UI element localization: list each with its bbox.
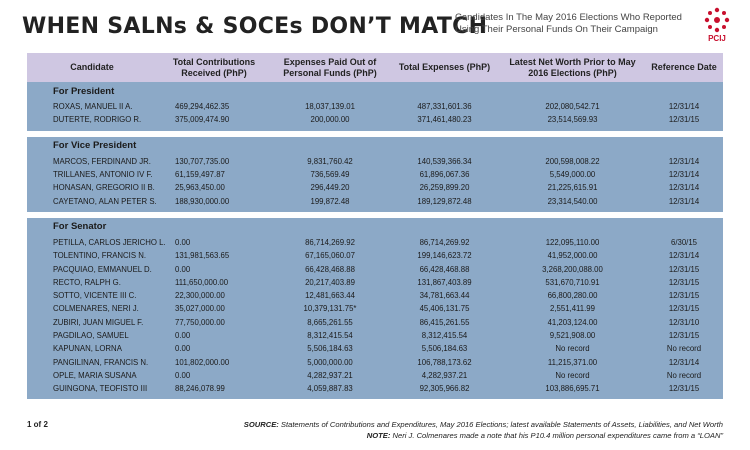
personal-expenses-value: 8,665,261.55 bbox=[307, 317, 353, 327]
net-worth-value: 41,203,124.00 bbox=[547, 317, 598, 327]
total-expenses-value: 26,259,899.20 bbox=[419, 183, 470, 193]
personal-expenses-value: 20,217,403.89 bbox=[305, 277, 355, 287]
total-expenses-value: 371,461,480.23 bbox=[417, 115, 472, 125]
table-row bbox=[27, 194, 723, 207]
net-worth-value: 23,514,569.93 bbox=[547, 115, 598, 125]
candidate-name: TOLENTINO, FRANCIS N. bbox=[53, 251, 146, 261]
reference-date-value: 12/31/10 bbox=[668, 317, 700, 327]
table-row bbox=[27, 100, 723, 113]
personal-expenses-value: 9,831,760.42 bbox=[307, 156, 353, 166]
table-row bbox=[27, 289, 723, 302]
candidate-name: SOTTO, VICENTE III C. bbox=[53, 291, 137, 301]
contributions-value: 101,802,000.00 bbox=[175, 357, 230, 367]
net-worth-value: 9,521,908.00 bbox=[549, 331, 596, 340]
personal-expenses-value: 200,000.00 bbox=[310, 115, 350, 125]
reference-date-value: 12/31/15 bbox=[668, 331, 700, 340]
contributions-value: 111,650,000.00 bbox=[175, 277, 229, 287]
page-title: WHEN SALNs & SOCEs DON’T MATCH bbox=[22, 14, 488, 39]
reference-date-value: 12/31/15 bbox=[668, 291, 700, 301]
contributions-value: 22,300,000.00 bbox=[175, 291, 225, 301]
total-expenses-value: 131,867,403.89 bbox=[417, 277, 472, 287]
reference-date-value: 12/31/14 bbox=[668, 183, 700, 193]
col-total-expenses: Total Expenses (PhP) bbox=[398, 62, 491, 72]
reference-date-value: 12/31/14 bbox=[668, 251, 700, 261]
contributions-value: 469,294,462.35 bbox=[175, 102, 230, 112]
contributions-value: 0.00 bbox=[175, 370, 191, 380]
note-line bbox=[244, 430, 723, 441]
candidate-name: KAPUNAN, LORNA bbox=[53, 344, 122, 354]
contributions-value: 0.00 bbox=[175, 237, 191, 247]
total-expenses-value: 4,282,937.21 bbox=[421, 370, 468, 380]
candidate-name: HONASAN, GREGORIO II B. bbox=[53, 183, 155, 193]
contributions-value: 188,930,000.00 bbox=[175, 196, 230, 206]
net-worth-value: 531,670,710.91 bbox=[545, 277, 600, 287]
logo-text: PCIJ bbox=[708, 34, 726, 43]
personal-expenses-value: 4,282,937.21 bbox=[307, 370, 353, 380]
table-row bbox=[27, 316, 723, 329]
candidate-name: PANGILINAN, FRANCIS N. bbox=[53, 357, 149, 367]
net-worth-value: 103,886,695.71 bbox=[545, 384, 600, 394]
total-expenses-value: 199,146,623.72 bbox=[417, 251, 472, 261]
net-worth-value: 21,225,615.91 bbox=[547, 183, 598, 193]
reference-date-value: 12/31/15 bbox=[668, 277, 700, 287]
section-president bbox=[27, 82, 723, 131]
table-row bbox=[27, 249, 723, 262]
reference-date-value: No record bbox=[666, 344, 702, 354]
candidate-name: ROXAS, MANUEL II A. bbox=[53, 102, 133, 112]
table-row bbox=[27, 113, 723, 126]
col-reference-date: Reference Date bbox=[651, 62, 717, 72]
total-expenses-value: 189,129,872.48 bbox=[417, 196, 472, 206]
total-expenses-value: 106,788,173.62 bbox=[417, 357, 472, 367]
candidate-name: CAYETANO, ALAN PETER S. bbox=[53, 196, 157, 206]
personal-expenses-value: 5,506,184.63 bbox=[307, 344, 353, 354]
net-worth-value: 5,549,000.00 bbox=[549, 170, 596, 180]
net-worth-value: 2,551,411.99 bbox=[550, 304, 595, 314]
source-text: Statements of Contributions and Expenditures, May 2016 Elections; latest available Statements of Assets, Liabilities, and Net Worth bbox=[280, 420, 723, 429]
personal-expenses-value: 66,428,468.88 bbox=[305, 264, 355, 274]
table-row bbox=[27, 355, 723, 368]
header bbox=[0, 0, 750, 52]
personal-expenses-value: 18,037,139.01 bbox=[305, 102, 355, 112]
section-title: For Vice President bbox=[53, 140, 137, 152]
reference-date-value: No record bbox=[666, 370, 702, 380]
total-expenses-value: 5,506,184.63 bbox=[421, 344, 468, 354]
table-row bbox=[27, 262, 723, 275]
table-row bbox=[27, 181, 723, 194]
contributions-value: 131,981,563.65 bbox=[175, 251, 230, 261]
reference-date-value: 12/31/14 bbox=[668, 170, 700, 180]
col-net-worth: Latest Net Worth Prior to May 2016 Elections (PhP) bbox=[509, 56, 636, 78]
table-row bbox=[27, 168, 723, 181]
net-worth-value: No record bbox=[555, 370, 590, 380]
col-candidate: Candidate bbox=[70, 62, 114, 72]
table-row bbox=[27, 382, 723, 395]
candidate-name: PAGDILAO, SAMUEL bbox=[53, 331, 129, 340]
table-row bbox=[27, 369, 723, 382]
table-row bbox=[27, 236, 723, 249]
reference-date-value: 12/31/15 bbox=[668, 304, 700, 314]
table-row bbox=[27, 342, 723, 355]
contributions-value: 35,027,000.00 bbox=[175, 304, 225, 314]
table-row bbox=[27, 302, 723, 315]
page-indicator: 1 of 2 bbox=[27, 420, 48, 429]
contributions-value: 130,707,735.00 bbox=[175, 156, 230, 166]
pcij-logo bbox=[700, 6, 734, 48]
footer-notes bbox=[244, 419, 723, 441]
table-header bbox=[27, 53, 723, 82]
net-worth-value: 202,080,542.71 bbox=[545, 102, 600, 112]
personal-expenses-value: 10,379,131.75* bbox=[303, 304, 357, 314]
net-worth-value: 122,095,110.00 bbox=[545, 237, 600, 247]
net-worth-value: 200,598,008.22 bbox=[545, 156, 600, 166]
personal-expenses-value: 199,872.48 bbox=[310, 196, 350, 206]
reference-date-value: 12/31/14 bbox=[668, 196, 700, 206]
contributions-value: 88,246,078.99 bbox=[175, 384, 225, 394]
source-label: SOURCE: bbox=[243, 420, 279, 429]
personal-expenses-value: 8,312,415.54 bbox=[307, 331, 353, 340]
total-expenses-value: 66,428,468.88 bbox=[419, 264, 470, 274]
col-contributions: Total Contributions Received (PhP) bbox=[172, 56, 256, 78]
net-worth-value: 41,952,000.00 bbox=[547, 251, 598, 261]
reference-date-value: 12/31/14 bbox=[668, 156, 700, 166]
contributions-value: 61,159,497.87 bbox=[175, 170, 225, 180]
total-expenses-value: 487,331,601.36 bbox=[417, 102, 472, 112]
contributions-value: 0.00 bbox=[175, 331, 191, 340]
contributions-value: 25,963,450.00 bbox=[175, 183, 225, 193]
table-row bbox=[27, 329, 723, 342]
contributions-value: 0.00 bbox=[175, 264, 191, 274]
reference-date-value: 12/31/14 bbox=[668, 102, 700, 112]
personal-expenses-value: 296,449.20 bbox=[310, 183, 350, 193]
personal-expenses-value: 736,569.49 bbox=[310, 170, 350, 180]
total-expenses-value: 61,896,067.36 bbox=[419, 170, 470, 180]
section-vice-president bbox=[27, 137, 723, 212]
reference-date-value: 12/31/15 bbox=[668, 264, 700, 274]
candidate-name: RECTO, RALPH G. bbox=[53, 277, 121, 287]
reference-date-value: 12/31/15 bbox=[668, 384, 700, 394]
table-row bbox=[27, 155, 723, 168]
personal-expenses-value: 12,481,663.44 bbox=[305, 291, 355, 301]
personal-expenses-value: 86,714,269.92 bbox=[305, 237, 355, 247]
total-expenses-value: 140,539,366.34 bbox=[417, 156, 472, 166]
net-worth-value: 66,800,280.00 bbox=[547, 291, 598, 301]
total-expenses-value: 92,305,966.82 bbox=[419, 384, 470, 394]
total-expenses-value: 86,714,269.92 bbox=[419, 237, 470, 247]
total-expenses-value: 34,781,663.44 bbox=[419, 291, 470, 301]
section-title: For Senator bbox=[53, 221, 107, 233]
logo-burst-icon bbox=[700, 6, 734, 34]
note-label: NOTE: bbox=[366, 431, 391, 440]
net-worth-value: 3,268,200,088.00 bbox=[542, 264, 603, 274]
total-expenses-value: 86,415,261.55 bbox=[419, 317, 470, 327]
candidate-name: GUINGONA, TEOFISTO III bbox=[53, 384, 148, 394]
total-expenses-value: 45,406,131.75 bbox=[419, 304, 470, 314]
source-line bbox=[244, 419, 723, 430]
personal-expenses-value: 67,165,060.07 bbox=[305, 251, 355, 261]
salns-table bbox=[27, 53, 723, 399]
total-expenses-value: 8,312,415.54 bbox=[421, 331, 468, 340]
note-text: Neri J. Colmenares made a note that his P10.4 million personal expenditures came from a “LOAN” bbox=[392, 431, 723, 440]
contributions-value: 77,750,000.00 bbox=[175, 317, 225, 327]
net-worth-value: 23,314,540.00 bbox=[547, 196, 598, 206]
candidate-name: COLMENARES, NERI J. bbox=[53, 304, 139, 314]
net-worth-value: 11,215,371.00 bbox=[547, 357, 598, 367]
contributions-value: 375,009,474.90 bbox=[175, 115, 230, 125]
contributions-value: 0.00 bbox=[175, 344, 191, 354]
reference-date-value: 12/31/15 bbox=[668, 115, 700, 125]
net-worth-value: No record bbox=[555, 344, 590, 354]
candidate-name: DUTERTE, RODRIGO R. bbox=[53, 115, 142, 125]
section-title: For President bbox=[53, 85, 115, 97]
page-subtitle: Candidates In The May 2016 Elections Who Reported Using Their Personal Funds On Their Campaign bbox=[455, 12, 682, 35]
candidate-name: PACQUIAO, EMMANUEL D. bbox=[53, 264, 152, 274]
personal-expenses-value: 5,000,000.00 bbox=[307, 357, 353, 367]
candidate-name: MARCOS, FERDINAND JR. bbox=[53, 156, 151, 166]
section-senator bbox=[27, 218, 723, 400]
reference-date-value: 6/30/15 bbox=[670, 237, 697, 247]
candidate-name: ZUBIRI, JUAN MIGUEL F. bbox=[53, 317, 144, 327]
col-personal-expenses: Expenses Paid Out of Personal Funds (PhP) bbox=[283, 56, 377, 78]
candidate-name: OPLE, MARIA SUSANA bbox=[53, 370, 137, 380]
candidate-name: PETILLA, CARLOS JERICHO L. bbox=[53, 237, 166, 247]
personal-expenses-value: 4,059,887.83 bbox=[307, 384, 353, 394]
candidate-name: TRILLANES, ANTONIO IV F. bbox=[53, 170, 153, 180]
reference-date-value: 12/31/14 bbox=[668, 357, 700, 367]
table-row bbox=[27, 276, 723, 289]
